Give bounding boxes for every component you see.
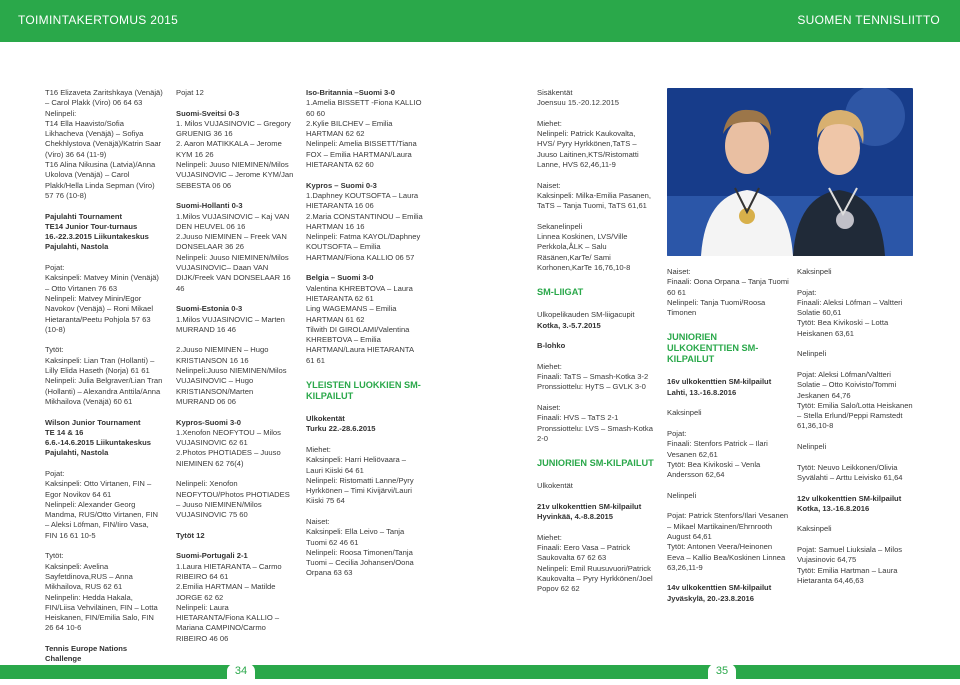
result-paragraph bbox=[797, 442, 915, 452]
result-line: Pronssiottelu: LVS – Smash-Kotka 2-0 bbox=[537, 423, 653, 443]
result-paragraph bbox=[537, 403, 655, 444]
result-line: Nelinpeli: Ristomatti Lanne/Pyry Hyrkkönen – Timi Kivijärvi/Lauri Kiiski 75 64 bbox=[306, 475, 414, 506]
result-line: Pojat: bbox=[667, 428, 687, 438]
result-line: 1.Milos VUJASINOVIC – Kaj VAN DEN HEUVEL 06 16 bbox=[176, 211, 290, 231]
text-column-2 bbox=[176, 88, 294, 654]
event-heading-line: Kotka, 3.-5.7.2015 bbox=[537, 320, 601, 330]
result-paragraph bbox=[176, 551, 294, 644]
result-paragraph bbox=[667, 511, 789, 573]
result-line: Linnea Koskinen, LVS/Ville Perkkola,ÅLK – Salu Räsänen,KarTe/ Sami Korhonen,KarTe 16,76,10-8 bbox=[537, 232, 631, 273]
result-line: Nelinpeli: Matvey Minin/Egor Navokov (Venäjä) – Roni Mikael Hietaranta/Peetu Pohjola 57 63 (10-8) bbox=[45, 293, 154, 334]
result-paragraph bbox=[537, 341, 655, 351]
event-heading-line: 12v ulkokenttien SM-kilpailut bbox=[797, 493, 902, 503]
result-paragraph bbox=[667, 583, 789, 604]
result-line: Nelinpeli: Amelia BISSETT/Tiana FOX – Emilia HARTMAN/Laura HIETARANTA 62 60 bbox=[306, 139, 417, 170]
result-line: Tytöt: Neuvo Leikkonen/Olivia Syvälahti – Arttu Leivisko 61,64 bbox=[797, 462, 903, 482]
event-heading-line: Jyväskylä, 20.-23.8.2016 bbox=[667, 593, 754, 603]
result-line: Kaksinpeli: Matvey Minin (Venäjä) – Otto Virtanen 76 63 bbox=[45, 273, 159, 293]
result-line: Tytöt: Emilia Salo/Lotta Heiskanen – Stella Erlund/Peppi Ramstedt 61,36,10-8 bbox=[797, 400, 913, 431]
result-line: Naiset: bbox=[667, 267, 691, 276]
event-heading-line: Suomi-Hollanti 0-3 bbox=[176, 201, 243, 211]
result-line: Tilwith DI GIROLAMI/Valentina KHREBTOVA – Emilia HARTMAN/Laura HIETARANTA 61 61 bbox=[306, 324, 414, 365]
result-paragraph bbox=[797, 545, 915, 586]
result-line: Sekanelinpeli bbox=[537, 221, 583, 231]
result-line: Finaali: TaTS – Smash-Kotka 3-2 bbox=[537, 372, 649, 382]
result-paragraph bbox=[667, 429, 789, 480]
result-line: 1.Daphney KOUTSOFTA – Laura HIETARANTA 16 06 bbox=[306, 190, 419, 211]
event-heading-line: Belgia – Suomi 3-0 bbox=[306, 273, 374, 283]
result-paragraph bbox=[797, 267, 915, 277]
result-line: 1.Milos VUJASINOVIC – Marten MURRAND 16 46 bbox=[176, 314, 285, 334]
event-heading-line: 14v ulkokenttien SM-kilpailut bbox=[667, 583, 772, 593]
result-line: 2.Emilia HARTMAN – Matilde JORGE 62 62 bbox=[176, 582, 276, 602]
result-line: Pojat: Aleksi Löfman/Valtteri Solatie – Otto Koivisto/Tommi Jeskanen 64,76 bbox=[797, 369, 897, 400]
text-column-4 bbox=[537, 88, 655, 605]
result-paragraph bbox=[45, 469, 163, 541]
event-heading-line: Tytöt 12 bbox=[176, 530, 205, 540]
result-paragraph bbox=[45, 345, 163, 407]
event-heading-line: 21v ulkokenttien SM-kilpailut bbox=[537, 501, 642, 511]
result-line: Ulkopelikauden SM-liigacupit bbox=[537, 310, 635, 320]
result-line: Miehet: bbox=[306, 444, 331, 454]
event-heading-line: Lahti, 13.-16.8.2016 bbox=[667, 387, 737, 397]
organization-name: SUOMEN TENNISLIITTO bbox=[797, 13, 940, 27]
result-line: Nelinpeli: Xenofon NEOFYTOU/Photos PHOTIADES – Juuso NIEMINEN/Milos VUJASINOVIC 75 60 bbox=[176, 479, 290, 520]
section-heading: JUNIORIEN ULKOKENTTIEN SM-KILPAILUT bbox=[667, 332, 759, 365]
result-paragraph bbox=[45, 212, 163, 253]
event-heading-line: Suomi-Portugali 2-1 bbox=[176, 551, 248, 561]
result-line: Nelinpeli bbox=[797, 442, 827, 452]
result-paragraph bbox=[306, 181, 424, 263]
event-heading-line: B-lohko bbox=[537, 341, 566, 351]
result-line: Kaksinpeli: Otto Virtanen, FIN – Egor Novikov 64 61 bbox=[45, 479, 152, 499]
result-paragraph bbox=[306, 517, 424, 579]
result-paragraph bbox=[667, 408, 789, 418]
result-line: Kaksinpeli: Lian Tran (Hollanti) – Lilly Elida Haseth (Norja) 61 61 bbox=[45, 355, 155, 376]
result-line: Nelinpeli bbox=[667, 490, 697, 500]
result-line: Pojat: bbox=[797, 287, 817, 297]
result-paragraph bbox=[45, 418, 163, 459]
event-heading-line: Suomi-Estonia 0-3 bbox=[176, 304, 243, 314]
text-column-1 bbox=[45, 88, 163, 685]
result-line: Tytöt: Bea Kivikoski – Venla Andersson 62,64 bbox=[667, 459, 761, 480]
result-line: Tytöt: Emilia Hartman – Laura Hietaranta 64,46,63 bbox=[797, 565, 898, 585]
result-line: Tytöt: bbox=[45, 551, 64, 561]
result-line: T14 Ella Haavisto/Sofia Likhacheva (Venäjä) – Sofiya Chekhlystova (Venäjä)/Katrin Saar (Viro) 36 64 (11-9) bbox=[45, 118, 162, 159]
result-line: 1.Amelia BISSETT -Fiona KALLIO 60 60 bbox=[306, 98, 422, 118]
result-line: Kaksinpeli: Avelina Sayfetdinova,RUS – Anna Mikhailova, RUS 62 61 bbox=[45, 561, 133, 592]
result-paragraph bbox=[306, 88, 424, 170]
result-paragraph bbox=[176, 201, 294, 294]
result-line: Miehet: bbox=[537, 361, 562, 371]
result-line: Nelinpeli:Juuso NIEMINEN/Milos VUJASINOVIC – Hugo KRISTIANSON/Marten MURRAND 06 06 bbox=[176, 366, 287, 406]
result-paragraph bbox=[667, 377, 789, 398]
result-line: 1.Xenofon NEOFYTOU – Milos VUJASINOVIC 62 61 bbox=[176, 427, 281, 448]
result-line: Nelinpeli: Patrick Kaukovalta, HVS/ Pyry Hyrkkönen,TaTS – Juuso Laitinen,KTS/Ristomatti Lanne, HVS 62,46,11-9 bbox=[537, 129, 639, 170]
result-paragraph bbox=[537, 533, 655, 595]
result-line: Valentina KHREBTOVA – Laura HIETARANTA 62 61 bbox=[306, 283, 413, 303]
result-line: Ling WAGEMANS – Emilia HARTMAN 61 62 bbox=[306, 304, 397, 324]
result-line: Nelinpeli bbox=[797, 349, 827, 359]
result-paragraph bbox=[797, 494, 915, 515]
result-line: Nelinpeli: Fatma KAYOL/Daphney KOUTSOFTA – Emilia HARTMAN/Fiona KALLIO 06 57 bbox=[306, 232, 421, 262]
result-line: Nelinpeli: bbox=[45, 108, 77, 118]
result-paragraph bbox=[537, 88, 655, 109]
result-line: Kaksinpeli bbox=[797, 524, 832, 534]
result-paragraph bbox=[176, 304, 294, 335]
result-line: Finaali: Eero Vasa – Patrick Saukovalta 67 62 63 bbox=[537, 542, 631, 563]
result-paragraph bbox=[176, 88, 294, 98]
result-paragraph bbox=[537, 119, 655, 170]
result-line: Finaali: Stenfors Patrick – Ilari Vesanen 62,61 bbox=[667, 439, 768, 459]
event-heading-line: Kypros – Suomi 0-3 bbox=[306, 180, 377, 190]
result-line: Pojat: Patrick Stenfors/Ilari Vesanen – Mikael Martikainen/Ehrnrooth August 64,61 bbox=[667, 511, 789, 541]
result-line: Naiset: bbox=[537, 403, 561, 413]
event-heading-line: TE 14 & 16 bbox=[45, 427, 84, 437]
result-line: Nelinpelin: Hedda Hakala, FIN/Liisa Vehviläinen, FIN – Lotta Heiskanen, FIN/Emilia Salo, FIN 26 64 10-6 bbox=[45, 592, 158, 633]
event-heading-line: Tennis Europe Nations Challenge bbox=[45, 644, 128, 664]
page-number-left: 34 bbox=[227, 664, 255, 679]
result-paragraph bbox=[537, 222, 655, 273]
result-line: Pojat: Samuel Liuksiala – Milos Vujasinovic 64,75 bbox=[797, 545, 903, 565]
result-line: 1. Milos VUJASINOVIC – Gregory GRUENIG 36 16 bbox=[176, 118, 291, 139]
result-line: Kaksinpeli: Harri Heliövaara – Lauri Kiiski 64 61 bbox=[306, 455, 407, 475]
result-line: Kaksinpeli bbox=[797, 267, 832, 276]
result-line: T16 Elizaveta Zaritshkaya (Venäjä) – Carol Plakk (Viro) 06 64 63 bbox=[45, 88, 163, 108]
result-paragraph bbox=[537, 502, 655, 523]
result-line: Pojat: bbox=[45, 263, 65, 273]
result-paragraph bbox=[797, 349, 915, 359]
result-line: T16 Alina Nikusina (Latvia)/Anna Ukolova (Venäjä) – Carol Plakk/Hella Linda Sepman (Viro) 57 76 (10-8) bbox=[45, 160, 156, 200]
event-heading-line: Kotka, 13.-16.8.2016 bbox=[797, 503, 870, 513]
result-line: Nelinpeli: Juuso NIEMINEN/Milos VUJASINOVIC – Jerome KYM/Jan SEBESTA 06 06 bbox=[176, 160, 294, 190]
result-line: Nelinpeli: Laura HIETARANTA/Fiona KALLIO – Mariana CAMPINO/Carmo RIBEIRO 46 06 bbox=[176, 602, 280, 643]
result-paragraph bbox=[306, 414, 424, 435]
result-line: Finaali: HVS – TaTS 2-1 bbox=[537, 413, 619, 423]
result-paragraph bbox=[45, 263, 163, 335]
result-line: Sisäkentät bbox=[537, 88, 573, 97]
result-paragraph bbox=[176, 479, 294, 520]
event-heading-line: Hyvinkää, 4.-8.8.2015 bbox=[537, 512, 613, 522]
text-column-6 bbox=[797, 267, 915, 597]
result-line: Nelinpeli: Roosa Timonen/Tanja Tuomi – Cecilia Johansen/Oona Orpana 63 63 bbox=[306, 547, 414, 578]
result-paragraph bbox=[537, 362, 655, 393]
text-column-3 bbox=[306, 88, 424, 589]
result-line: Pojat 12 bbox=[176, 88, 204, 97]
result-line: Tytöt: bbox=[45, 345, 64, 355]
result-paragraph bbox=[45, 88, 163, 201]
result-paragraph bbox=[45, 551, 163, 633]
result-line: Tytöt: Antonen Veera/Heinonen Eeva – Kallio Bea/Koskinen Linnea 63,26,11-9 bbox=[667, 542, 786, 572]
result-paragraph bbox=[176, 345, 294, 407]
result-line: Tytöt: Bea Kivikoski – Lotta Heiskanen 63,61 bbox=[797, 318, 889, 338]
result-paragraph bbox=[667, 491, 789, 501]
result-paragraph bbox=[306, 273, 424, 366]
event-heading-line: Turku 22.-28.6.2015 bbox=[306, 424, 376, 434]
result-line: Naiset: bbox=[537, 180, 561, 190]
event-heading-line: Kypros-Suomi 3-0 bbox=[176, 417, 241, 427]
event-heading-line: Pajulahti Tournament bbox=[45, 211, 123, 221]
result-line: Pronssiottelu: HyTS – GVLK 3-0 bbox=[537, 382, 646, 392]
result-line: Kaksinpeli: Milka-Emilia Pasanen, TaTS – Tanja Tuomi, TaTS 61,61 bbox=[537, 190, 651, 211]
report-title: TOIMINTAKERTOMUS 2015 bbox=[18, 13, 179, 27]
result-paragraph bbox=[797, 370, 915, 432]
result-line: 2.Juuso NIEMINEN – Freek VAN DONSELAAR 36 26 bbox=[176, 232, 287, 252]
result-line: Nelinpeli: Emil Ruusuvuori/Patrick Kaukovalta – Pyry Hyrkkönen/Joel Popov 62 62 bbox=[537, 563, 653, 594]
result-line: Kaksinpeli bbox=[667, 408, 702, 418]
result-line: 2.Juuso NIEMINEN – Hugo KRISTIANSON 16 16 bbox=[176, 345, 269, 365]
result-line: 1.Laura HIETARANTA – Carmo RIBEIRO 64 61 bbox=[176, 561, 282, 581]
event-heading-line: 6.6.-14.6.2015 Liikuntakeskus Pajulahti, Nastola bbox=[45, 438, 151, 458]
result-line: Nelinpeli: Juuso NIEMINEN/Milos VUJASINOVIC– Daan VAN DIJK/Freek VAN DONSELAAR 16 46 bbox=[176, 252, 291, 293]
result-paragraph bbox=[537, 481, 655, 491]
result-line: Pojat: bbox=[45, 468, 65, 478]
text-column-5 bbox=[667, 267, 789, 614]
result-line: Finaali: Oona Orpana – Tanja Tuomi 60 61 bbox=[667, 277, 789, 297]
section-heading: JUNIORIEN SM-KILPAILUT bbox=[537, 458, 654, 469]
page-number-right: 35 bbox=[708, 664, 736, 679]
result-paragraph bbox=[176, 418, 294, 469]
section-heading: YLEISTEN LUOKKIEN SM-KILPAILUT bbox=[306, 380, 421, 402]
result-line: Miehet: bbox=[537, 532, 562, 542]
result-line: Naiset: bbox=[306, 516, 330, 526]
event-heading-line: Iso-Britannia –Suomi 3-0 bbox=[306, 88, 396, 97]
header-bar bbox=[0, 0, 960, 42]
result-line: Ulkokentät bbox=[537, 481, 573, 491]
result-paragraph bbox=[537, 181, 655, 212]
result-paragraph bbox=[667, 267, 789, 318]
result-paragraph bbox=[176, 109, 294, 191]
event-heading-line: TE14 Junior Tour-turnaus bbox=[45, 221, 138, 231]
result-line: Joensuu 15.-20.12.2015 bbox=[537, 98, 619, 108]
section-heading: SM-LIIGAT bbox=[537, 287, 584, 298]
result-line: Nelinpeli: Julia Belgraver/Lian Tran (Hollanti) – Alexandra Anttila/Anna Mikhailova (Venäjä) 60 61 bbox=[45, 376, 163, 406]
result-paragraph bbox=[797, 463, 915, 484]
footer-bar bbox=[0, 665, 960, 679]
event-heading-line: Wilson Junior Tournament bbox=[45, 417, 141, 427]
result-line: 2.Maria CONSTANTINOU – Emilia HARTMAN 16 16 bbox=[306, 211, 423, 231]
result-line: Nelinpeli: Tanja Tuomi/Roosa Timonen bbox=[667, 297, 766, 318]
event-heading-line: 16v ulkokenttien SM-kilpailut bbox=[667, 377, 772, 387]
event-heading-line: 16.-22.3.2015 Liikuntakeskus Pajulahti, Nastola bbox=[45, 232, 149, 252]
result-line: 2.Kylie BILCHEV – Emilia HARTMAN 62 62 bbox=[306, 118, 393, 139]
result-paragraph bbox=[797, 524, 915, 534]
result-line: Finaali: Aleksi Löfman – Valtteri Solatie 60,61 bbox=[797, 297, 903, 318]
result-line: Kaksinpeli: Ella Leivo – Tanja Tuomi 62 46 61 bbox=[306, 527, 405, 547]
event-heading-line: Ulkokentät bbox=[306, 414, 345, 424]
winners-photo bbox=[667, 88, 913, 256]
result-line: 2.Photos PHOTIADES – Juuso NIEMINEN 62 76(4) bbox=[176, 448, 281, 468]
result-line: Miehet: bbox=[537, 118, 562, 128]
result-line: Nelinpeli: Alexander Georg Mandma, RUS/Otto Virtanen, FIN – Aleksi Löfman, FIN/Iiro Vasa, FIN 16 61 10-5 bbox=[45, 499, 158, 540]
result-paragraph bbox=[176, 531, 294, 541]
result-paragraph bbox=[797, 288, 915, 339]
event-heading-line: Suomi-Sveitsi 0-3 bbox=[176, 108, 240, 118]
result-paragraph bbox=[306, 445, 424, 507]
result-paragraph bbox=[537, 310, 655, 331]
result-line: 2. Aaron MATIKKALA – Jerome KYM 16 26 bbox=[176, 139, 282, 159]
